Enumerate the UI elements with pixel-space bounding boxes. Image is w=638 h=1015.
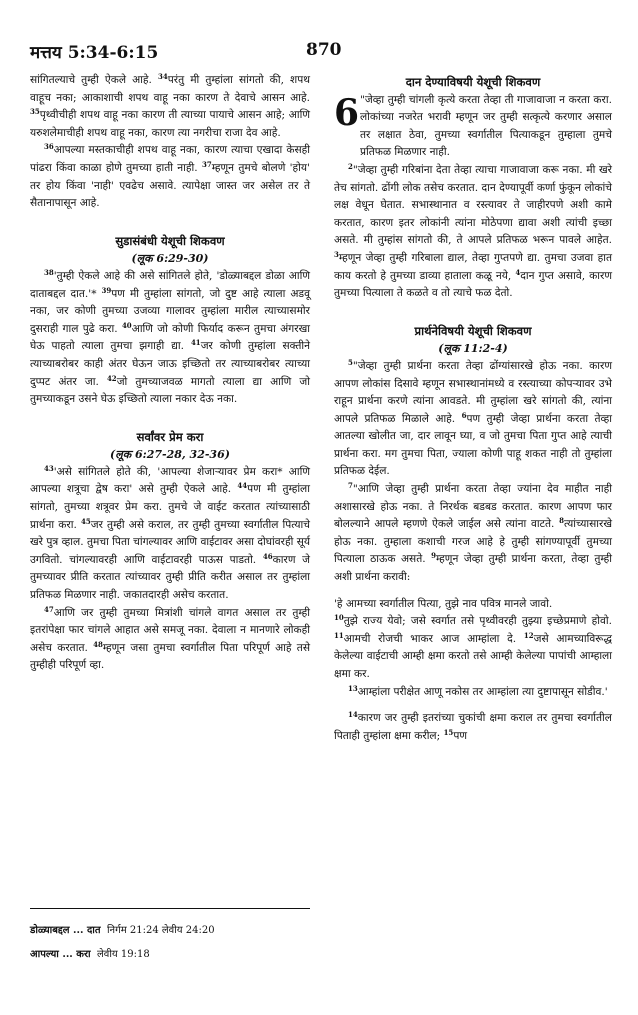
verse-number: 45 xyxy=(80,516,91,526)
verse-text: म्हणून तुमचे बोलणे 'होय' तर होय किंवा 'नाही' एवढेच असावे. त्यापेक्षा जास्त जर असेल तर ते सैतानापासून आहे. xyxy=(30,161,310,210)
verse-number: 35 xyxy=(30,107,40,117)
paragraph xyxy=(334,162,612,303)
verse-number: 2 xyxy=(348,161,353,171)
verse-number: 38 xyxy=(44,267,54,277)
paragraph xyxy=(334,358,612,481)
verse-number: 7 xyxy=(348,481,353,491)
verse-text: पण मी तुम्हांला सांगतो, जो दुष्ट आहे त्याला अडवू नका, जर कोणी तुमच्या उजव्या गालावर तुम्हांला मारील त्याच्यासमोर दुसराही गाल पुढे करा. xyxy=(30,287,310,335)
running-header xyxy=(30,40,608,64)
verse-text: दान गुप्त असावे, कारण तुमच्या पित्याला ते कळते व तो त्याचे फळ देतो. xyxy=(334,269,613,300)
verse-text: आमची रोजची भाकर आज आम्हांला दे. xyxy=(343,632,517,645)
paragraph xyxy=(334,710,612,745)
lords-prayer xyxy=(334,596,612,702)
verse-text: जसे आमच्याविरूद्ध केलेल्या वाईटाची आम्ही क्षमा करतो तसे आम्ही केलेल्या पापांची आम्हाला क्षमा कर. xyxy=(334,632,612,680)
verse-number: 5 xyxy=(348,357,353,367)
verse-text: आपल्या मस्तकाचीही शपथ वाहू नका, कारण त्याचा एखादा केसही पांढरा किंवा काळा होणे तुमच्या हाती नाही. xyxy=(30,144,310,174)
verse-text: कारण जे तुमच्यावर प्रीति करतात त्यांच्यावर तुम्ही प्रीति करीत असाल तर तुम्हांला प्रतिफळ मिळणार नाही. जकातदारही असेच करतात. xyxy=(30,553,311,602)
verse-text: म्हणून जसा तुमचा स्वर्गातील पिता परिपूर्ण आहे तसे तुम्हीही परिपूर्ण व्हा. xyxy=(30,641,310,672)
footnote-ref: लेवीय 19:18 xyxy=(97,949,150,960)
verse-number: 48 xyxy=(93,639,103,649)
section-heading: सर्वांवर प्रेम करा xyxy=(136,429,204,444)
footnote xyxy=(30,919,310,943)
cross-reference: (लूक 6:27-28, 32-36) xyxy=(110,448,230,462)
verse-number: 15 xyxy=(443,727,454,737)
verse-text: आम्हांला परीक्षेत आणू नकोस तर आम्हांला त्या दुष्टापासून सोडीव.' xyxy=(357,685,608,698)
verse-number: 8 xyxy=(559,516,565,526)
paragraph xyxy=(30,142,310,212)
verse-text: पण तुम्ही जेव्हा प्रार्थना करता तेव्हा आतल्या खोलीत जा, दार लावून घ्या, व जो तुमचा पिता गुप्त आहे त्याची प्रार्थना करा. मग तुमचा पिता, ज्याला कोणी पाहू शकत नाही तो तुम्हांला प्रतिफळ देईल. xyxy=(334,412,612,478)
verse-number: 12 xyxy=(523,630,534,640)
verse-number: 39 xyxy=(101,285,112,295)
verse-text: म्हणून जेव्हा तुम्ही गरिबाला द्याल, तेव्हा गुप्तपणे द्या. तुमचा उजवा हात काय करतो हे तुमच्या डाव्या हाताला कळू नये, xyxy=(334,251,612,282)
footnote-key: आपल्या ... करा xyxy=(30,949,91,960)
verse-text: पण मी तुम्हांला सांगतो, तुमच्या शत्रूवर प्रेम करा. तुमचे जे वाईट करतात त्यांच्यासाठी प्रार्थना करा. xyxy=(30,483,310,531)
verse-number: 6 xyxy=(461,410,467,420)
verse-text: जर कोणी तुम्हांला सक्तीने त्याच्याबरोबर काही अंतर घेऊन जाऊ इच्छितो तर त्याच्याबरोबर त्याच्या दुप्पट अंतर जा. xyxy=(30,340,310,388)
footnote xyxy=(30,943,310,967)
right-column xyxy=(334,72,612,745)
verse-text: सांगितल्याचे तुम्ही ऐकले आहे. xyxy=(30,74,152,86)
verse-number: 41 xyxy=(190,338,201,348)
verse-number: 11 xyxy=(334,630,344,640)
paragraph xyxy=(30,605,310,675)
verse-number: 13 xyxy=(348,683,358,693)
paragraph: "जेव्हा तुम्ही चांगली कृत्ये करता तेव्हा ती गाजावाजा न करता करा. लोकांच्या नजरेत भरावी म्हणून जर तुम्ही सत्कृत्ये करणार असाल तर लक्षात ठेवा, तुमच्या स्वर्गातील पित्याकडून तुम्हाला तुमचे प्रतिफळ मिळणार नाही. xyxy=(360,93,612,159)
chapter-number: 6 xyxy=(334,91,360,134)
verse-number: 10 xyxy=(334,613,344,623)
paragraph xyxy=(30,464,310,605)
prayer-line xyxy=(334,613,612,683)
footnote-ref: निर्गम 21:24 लेवीय 24:20 xyxy=(106,925,215,936)
verse-number: 3 xyxy=(334,249,339,259)
verse-text: तुझे राज्य येवो; जसे स्वर्गात तसे पृथ्वीवरही तुझ्या इच्छेप्रमाणे होवो. xyxy=(343,615,612,628)
section-heading: दान देण्याविषयी येशूची शिकवण xyxy=(405,75,541,89)
prayer-line xyxy=(334,684,612,702)
verse-number: 40 xyxy=(121,320,132,330)
prayer-line xyxy=(334,596,612,614)
verse-number: 44 xyxy=(237,481,248,491)
verse-number: 36 xyxy=(44,142,54,152)
verse-text: परंतु मी तुम्हांला सांगतो की, शपथ वाहूच नका; आकाशाची शपथ वाहू नका कारण ते देवाचे आसन आहे. xyxy=(30,74,310,104)
verse-text: 'असे सांगितले होते की, 'आपल्या शेजाऱ्यावर प्रेम करा* आणि आपल्या शत्रूचा द्वेष करा' असे तुम्ही ऐकले आहे. xyxy=(30,465,310,496)
verse-text: "जेव्हा तुम्ही गरिबांना देता तेव्हा त्याचा गाजावाजा करू नका. मी खरे तेच सांगतो. ढोंगी लोक तसेच करतात. दान देण्यापूर्वी कर्णा फुंकून लोकांचे लक्ष वेधून घेतात. सभास्थानात व रस्त्यावर ते जाहीरपणे अशी कामे करतात, कारण इतर लोकांनी त्यांना मोठेपणा द्यावा अशी त्यांची इच्छा असते. मी तुम्हांस सांगतो की, ते आपले प्रतिफळ भरून पावले आहेत. xyxy=(334,163,612,247)
verse-text: "आणि जेव्हा तुम्ही प्रार्थना करता तेव्हा ज्यांना देव माहीत नाही अशासारखे होऊ नका. ते निरर्थक बडबड करतात. कारण आपण फार बोलल्याने आपले म्हणणे ऐकले जाईल असे त्यांना वाटते. xyxy=(334,483,612,531)
verse-number: 46 xyxy=(262,551,273,561)
verse-text: 'हे आमच्या स्वर्गातील पित्या, तुझे नाव पवित्र मानले जावो. xyxy=(334,597,553,610)
verse-text: म्हणून जेव्हा तुम्ही प्रार्थना करता, तेव्हा तुम्ही अशी प्रार्थना करावी: xyxy=(334,553,612,584)
verse-number: 37 xyxy=(201,159,212,169)
verse-text: कारण जर तुम्ही इतरांच्या चुकांची क्षमा कराल तर तुमचा स्वर्गातील पिताही तुम्हांला क्षमा करील; xyxy=(334,712,612,742)
verse-text: पण xyxy=(453,729,467,742)
verse-number: 9 xyxy=(431,551,436,561)
chapter-reference: मत्तय 5:34-6:15 xyxy=(30,43,159,63)
verse-number: 42 xyxy=(106,373,117,383)
footnotes xyxy=(30,908,310,967)
verse-text: आणि जो कोणी फिर्याद करून तुमचा अंगरखा घेऊ पाहतो त्याला तुमचा झगाही द्या. xyxy=(30,322,310,353)
verse-text: आणि जर तुम्ही तुमच्या मित्रांशी चांगले वागत असाल तर तुम्ही इतरांपेक्षा फार चांगले आहात असे समजू नका. देवाला न मानणारे लोकही असेच करतात. xyxy=(30,606,310,654)
left-column xyxy=(30,72,310,675)
paragraph xyxy=(30,268,310,409)
paragraph xyxy=(30,72,310,142)
verse-text: 'तुम्ही ऐकले आहे की असे सांगितले होते, 'डोळ्याबद्दल डोळा आणि दाताबद्दल दात.'* xyxy=(30,269,310,300)
verse-text: जर तुम्ही असे कराल, तर तुम्ही तुमच्या स्वर्गातील पित्याचे खरे पुत्र व्हाल. तुमचा पिता चांगल्यावर आणि वाईटावर असा दोघांवरही सूर्य उगवितो. चांगल्यावरही आणि वाईटावरही पाऊस पाडतो. xyxy=(30,518,310,566)
verse-text: त्यांच्यासारखे होऊ नका. तुम्हाला कशाची गरज आहे हे तुम्ही सांगण्यापूर्वी तुमच्या पित्याला ठाऊक असते. xyxy=(334,518,612,566)
chapter-opening xyxy=(334,92,612,162)
section-heading: प्रार्थनेविषयी येशूची शिकवण xyxy=(414,323,532,338)
cross-reference: (लूक 6:29-30) xyxy=(131,252,209,266)
footnote-key: डोळ्याबद्दल ... दात xyxy=(30,925,101,936)
page-number: 870 xyxy=(306,40,342,60)
paragraph xyxy=(334,481,612,587)
verse-number: 34 xyxy=(158,72,168,81)
verse-number: 14 xyxy=(348,710,358,720)
verse-text: जो तुमच्याजवळ मागतो त्याला द्या आणि जो तुमच्याकडून उसने घेऊ इच्छितो त्याला नकार देऊ नका. xyxy=(30,375,310,406)
verse-number: 4 xyxy=(515,267,521,277)
verse-text: "जेव्हा तुम्ही प्रार्थना करता तेव्हा ढोंग्यांसारखे होऊ नका. कारण आपण लोकांस दिसावे म्हणून सभास्थानांमध्ये व रस्त्याच्या कोपऱ्यावर उभे राहून प्रार्थना करणे त्यांना आवडते. मी तुम्हांला खरे सांगतो की, त्यांना आपले प्रतिफळ मिळाले आहे. xyxy=(334,359,612,425)
verse-number: 43 xyxy=(44,463,54,473)
cross-reference: (लूक 11:2-4) xyxy=(438,342,508,356)
verse-number: 47 xyxy=(44,604,54,614)
section-heading: सुडासंबंधी येशूची शिकवण xyxy=(115,233,225,248)
verse-text: पृथ्वीचीही शपथ वाहू नका कारण ती त्याच्या पायाचे आसन आहे; आणि यरुशलेमाचीही शपथ वाहू नका, कारण त्या नगरीचा राजा देव आहे. xyxy=(30,109,310,139)
